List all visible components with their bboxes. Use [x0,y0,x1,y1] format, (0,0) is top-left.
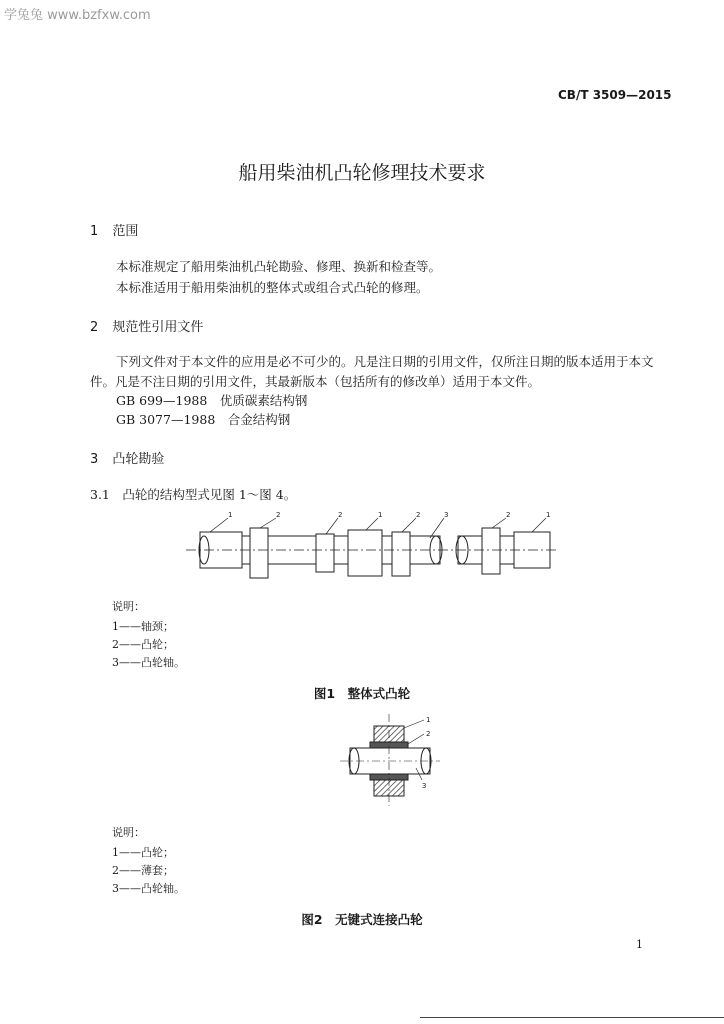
watermark: 学兔兔 www.bzfxw.com [4,8,151,23]
section-1-title: 范围 [112,224,139,239]
leader-3 [326,518,338,534]
fig2-leader-2 [408,734,424,744]
leader-6 [430,518,444,538]
figure-1-drawing [180,508,560,588]
fig2-callout-1: 1 [426,716,431,724]
leader-1 [210,518,228,532]
section-1-number: 1 [90,224,99,239]
leader-8 [532,518,546,532]
fig1-callout-2: 2 [276,511,281,519]
fig1-legend-title: 说明： [112,600,145,613]
bottom-rule [420,1017,724,1018]
figure-2-drawing [340,712,440,808]
section-1-heading [90,220,138,239]
fig1-callout-3: 2 [338,511,343,519]
fig1-callout-8: 1 [546,511,551,519]
section-3-number: 3 [90,452,99,467]
page-title: 船用柴油机凸轮修理技术要求 [238,162,486,184]
fig2-callout-2: 2 [426,730,431,738]
fig1-callout-6: 3 [444,511,449,519]
fig2-legend-item-1: 1——凸轮； [112,846,174,859]
section-2-title: 规范性引用文件 [112,320,204,335]
fig2-legend-item-2: 2——薄套； [112,864,174,877]
section-2-para-1b: 件。凡是不注日期的引用文件，其最新版本（包括所有的修改单）适用于本文件。 [90,374,541,389]
fig1-callout-7: 2 [506,511,511,519]
section-1-para-2: 本标准适用于船用柴油机的整体式或组合式凸轮的修理。 [116,280,429,295]
fig1-legend-item-1: 1——轴颈； [112,620,174,633]
section-2-number: 2 [90,320,99,335]
leader-2 [260,518,276,528]
fig1-legend-item-2: 2——凸轮； [112,638,174,651]
fig1-legend-item-3: 3——凸轮轴。 [112,656,185,669]
standard-code: CB/T 3509—2015 [558,88,672,102]
leader-7 [492,518,506,528]
section-3-title: 凸轮勘验 [112,452,165,467]
cam-2 [316,534,334,572]
fig1-callout-5: 2 [416,511,421,519]
fig1-callout-4: 1 [378,511,383,519]
fig2-leader-1 [404,720,424,728]
reference-gb699: GB 699—1988 优质碳素结构钢 [116,393,308,408]
fig1-callout-1: 1 [228,511,233,519]
cam-1 [250,528,268,578]
leader-5 [402,518,416,532]
leader-4 [366,518,378,530]
fig2-legend-title: 说明： [112,826,145,839]
fig2-callout-3: 3 [422,782,427,790]
page-number: 1 [636,938,643,951]
journal-2 [348,530,382,576]
cam-4 [482,528,500,574]
section-3-heading [90,448,164,467]
section-2-heading [90,316,203,335]
figure-2-caption: 图2 无键式连接凸轮 [301,912,423,927]
figure-1-caption: 图1 整体式凸轮 [313,686,411,701]
section-3-1-text: 3.1 凸轮的结构型式见图 1～图 4。 [90,487,297,502]
section-2-para-1a: 下列文件对于本文件的应用是必不可少的。凡是注日期的引用文件，仅所注日期的版本适用于本文 [116,354,654,369]
reference-gb3077: GB 3077—1988 合金结构钢 [116,412,291,427]
section-1-para-1: 本标准规定了船用柴油机凸轮勘验、修理、换新和检查等。 [116,259,442,274]
cam-3 [392,532,410,576]
fig2-legend-item-3: 3——凸轮轴。 [112,882,185,895]
